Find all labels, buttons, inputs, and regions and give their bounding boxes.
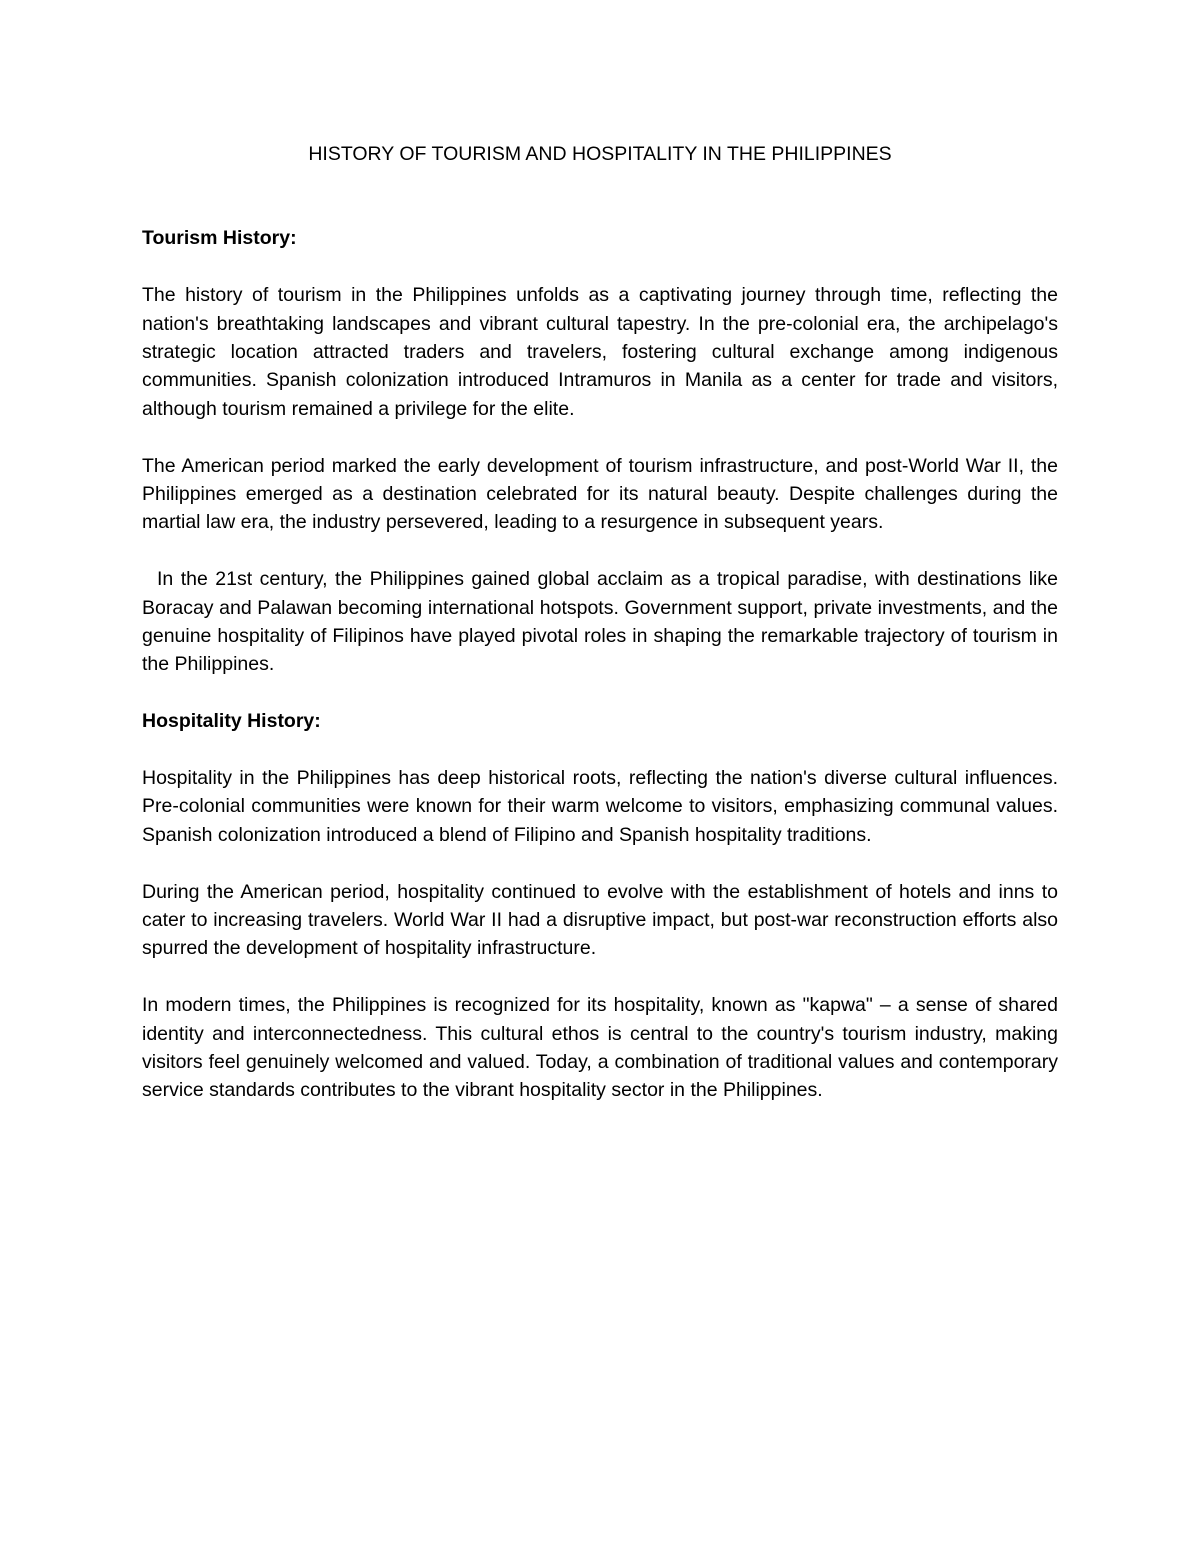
- document-page: [142, 140, 1064, 1133]
- paragraph: In modern times, the Philippines is recognized for its hospitality, known as "kapwa" – a sense of shared identity and interconnectedness. This cultural ethos is central to the country's tourism industry, making visitors feel genuinely welcomed and valued. Today, a combination of traditional values and contemporary service standards contributes to the vibrant hospitality sector in the Philippines.: [142, 994, 1064, 1102]
- section-heading: Tourism History:: [142, 227, 297, 250]
- document-title: HISTORY OF TOURISM AND HOSPITALITY IN THE PHILIPPINES: [308, 143, 892, 165]
- paragraph: The history of tourism in the Philippines unfolds as a captivating journey through time, reflecting the nation's breathtaking landscapes and vibrant cultural tapestry. In the pre-colonial era, the archipelago's strategic location attracted traders and travelers, fostering cultural exchange among indigenous communities. Spanish colonization introduced Intramuros in Manila as a center for trade and visitors, although tourism remained a privilege for the elite.: [142, 284, 1064, 420]
- paragraph: In the 21st century, the Philippines gained global acclaim as a tropical paradise, with destinations like Boracay and Palawan becoming international hotspots. Government support, private investments, and the genuine hospitality of Filipinos have played pivotal roles in shaping the remarkable trajectory of tourism in the Philippines.: [142, 568, 1064, 676]
- paragraph: During the American period, hospitality continued to evolve with the establishment of hotels and inns to cater to increasing travelers. World War II had a disruptive impact, but post-war reconstruction efforts also spurred the development of hospitality infrastructure.: [142, 880, 1064, 960]
- section-tourism-history: [142, 224, 1064, 678]
- section-hospitality-history: [142, 707, 1064, 1105]
- section-heading: Hospitality History:: [142, 710, 321, 733]
- paragraph: Hospitality in the Philippines has deep historical roots, reflecting the nation's diverse cultural influences. Pre-colonial communities were known for their warm welcome to visitors, emphasizing communal values. Spanish colonization introduced a blend of Filipino and Spanish hospitality traditions.: [142, 767, 1064, 846]
- paragraph: The American period marked the early development of tourism infrastructure, and post-World War II, the Philippines emerged as a destination celebrated for its natural beauty. Despite challenges during the martial law era, the industry persevered, leading to a resurgence in subsequent years.: [142, 454, 1064, 534]
